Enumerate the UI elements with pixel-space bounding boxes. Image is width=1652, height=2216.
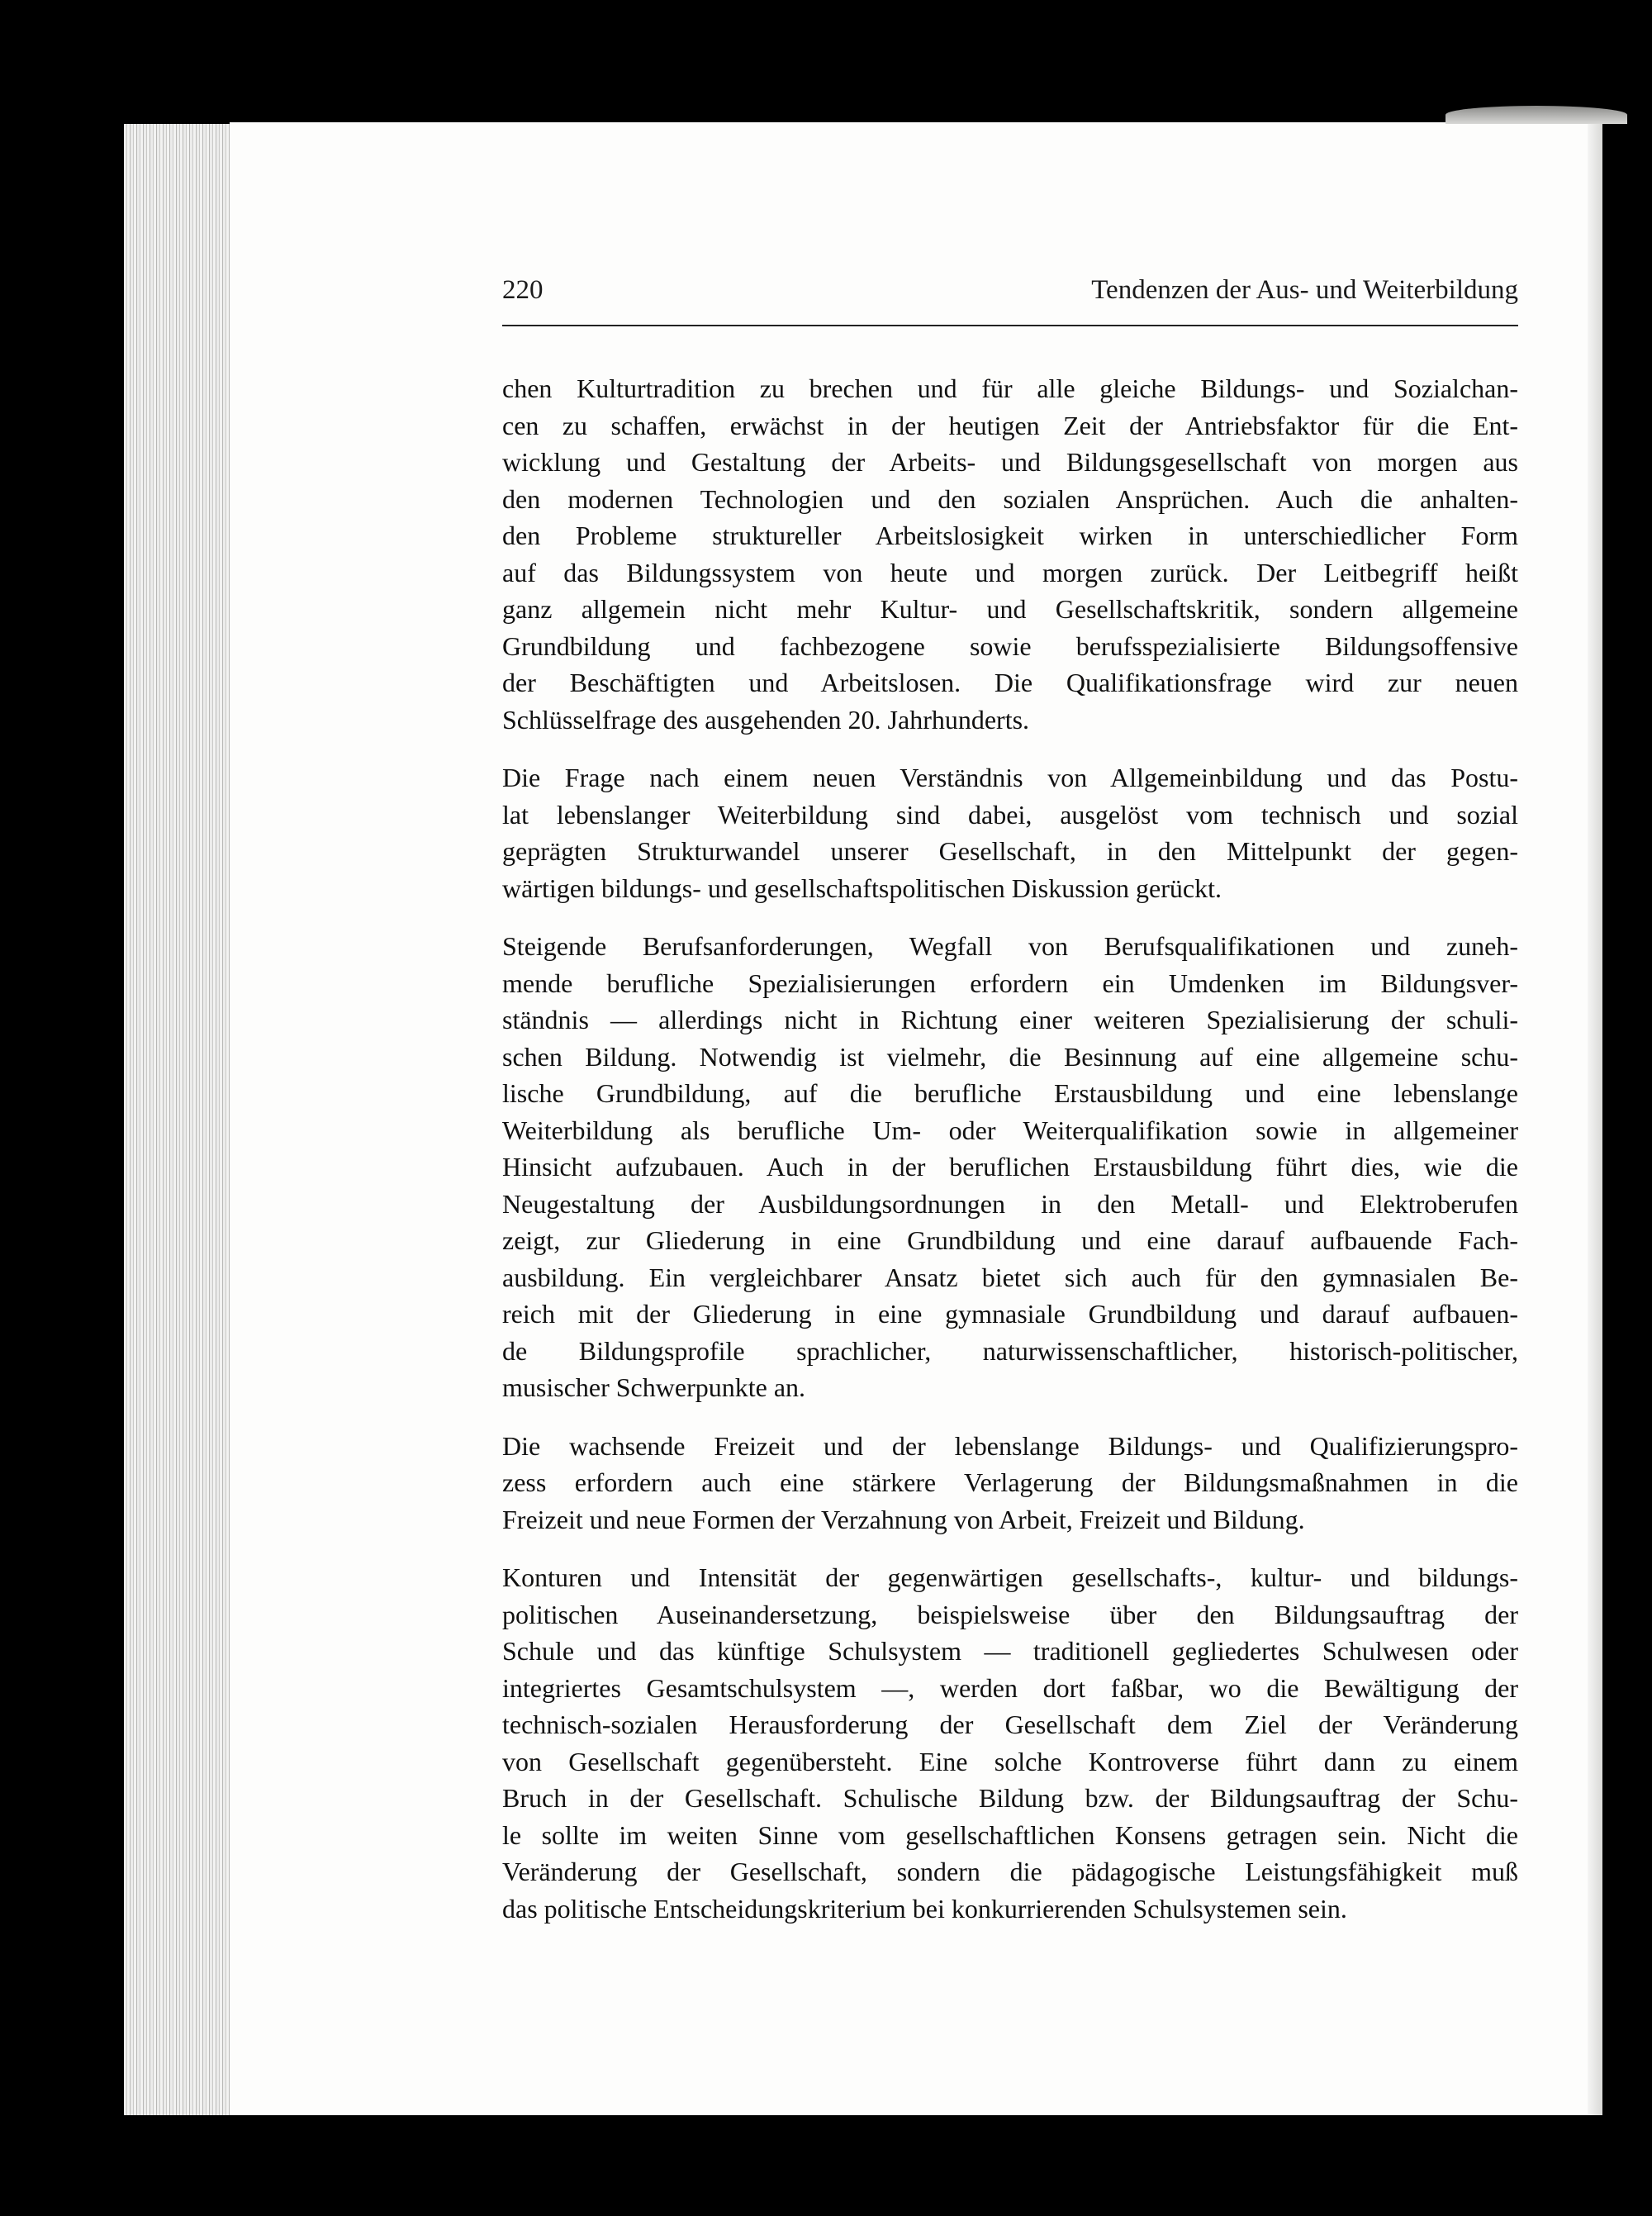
page-number: 220 — [502, 275, 544, 305]
paragraph — [502, 1428, 1518, 1538]
paragraph — [502, 1559, 1518, 1927]
text-line: ständnis — allerdings nicht in Richtung einer weiteren Spezialisierung der schuli- — [502, 1005, 1518, 1034]
page-top-curl — [1446, 106, 1627, 124]
text-line: Steigende Berufsanforderungen, Wegfall von Berufsqualifikationen und zuneh- — [502, 931, 1518, 961]
text-line: geprägten Strukturwandel unserer Gesellschaft, in den Mittelpunkt der gegen- — [502, 836, 1518, 866]
text-line: lische Grundbildung, auf die berufliche Erstausbildung und eine lebenslange — [502, 1078, 1518, 1108]
text-line: Neugestaltung der Ausbildungsordnungen in den Metall- und Elektroberufen — [502, 1188, 1518, 1219]
text-line: wärtigen bildungs- und gesellschaftspolitischen Diskussion gerückt. — [502, 873, 1222, 903]
text-line: cen zu schaffen, erwächst in der heutigen Zeit der Antriebsfaktor für die Ent- — [502, 410, 1518, 440]
text-line: reich mit der Gliederung in eine gymnasiale Grundbildung und darauf aufbauen- — [502, 1299, 1518, 1329]
text-line: Schule und das künftige Schulsystem — traditionell gegliedertes Schulwesen oder — [502, 1636, 1518, 1666]
running-head-title: Tendenzen der Aus- und Weiterbildung — [1091, 275, 1518, 305]
body-text — [502, 370, 1518, 1948]
text-line: das politische Entscheidungskriterium bei konkurrierenden Schulsystemen sein. — [502, 1893, 1347, 1924]
text-line: de Bildungsprofile sprachlicher, naturwissenschaftlicher, historisch-politischer, — [502, 1335, 1518, 1366]
text-line: Bruch in der Gesellschaft. Schulische Bildung bzw. der Bildungsauftrag der Schu- — [502, 1783, 1518, 1813]
text-line: zeigt, zur Gliederung in eine Grundbildung und eine darauf aufbauende Fach- — [502, 1225, 1518, 1255]
text-line: Freizeit und neue Formen der Verzahnung von Arbeit, Freizeit und Bildung. — [502, 1504, 1305, 1534]
paragraph — [502, 370, 1518, 738]
paragraph — [502, 759, 1518, 906]
text-line: lat lebenslanger Weiterbildung sind dabei, ausgelöst vom technisch und sozial — [502, 799, 1518, 830]
text-line: von Gesellschaft gegenübersteht. Eine solche Kontroverse führt dann zu einem — [502, 1746, 1518, 1776]
text-line: zess erfordern auch eine stärkere Verlagerung der Bildungsmaßnahmen in die — [502, 1467, 1518, 1497]
text-line: Grundbildung und fachbezogene sowie berufsspezialisierte Bildungsoffensive — [502, 630, 1518, 661]
text-line: Veränderung der Gesellschaft, sondern die pädagogische Leistungsfähigkeit muß — [502, 1857, 1518, 1886]
text-line: mende berufliche Spezialisierungen erfordern ein Umdenken im Bildungsver- — [502, 968, 1518, 998]
text-line: musischer Schwerpunkte an. — [502, 1372, 806, 1402]
text-line: ganz allgemein nicht mehr Kultur- und Gesellschaftskritik, sondern allgemeine — [502, 594, 1518, 624]
text-line: auf das Bildungssystem von heute und morgen zurück. Der Leitbegriff heißt — [502, 557, 1518, 587]
text-line: den modernen Technologien und den sozialen Ansprüchen. Auch die anhalten- — [502, 483, 1518, 514]
paragraph — [502, 928, 1518, 1406]
running-head — [502, 275, 1518, 316]
text-line: Hinsicht aufzubauen. Auch in der beruflichen Erstausbildung führt dies, wie die — [502, 1152, 1518, 1182]
page-right-edge — [1588, 116, 1602, 2115]
text-line: technisch-sozialen Herausforderung der Gesellschaft dem Ziel der Veränderung — [502, 1710, 1518, 1739]
text-line: Schlüsselfrage des ausgehenden 20. Jahrhunderts. — [502, 704, 1030, 735]
text-line: Die wachsende Freizeit und der lebenslange Bildungs- und Qualifizierungspro- — [502, 1430, 1518, 1461]
text-line: politischen Auseinandersetzung, beispielsweise über den Bildungsauftrag der — [502, 1599, 1518, 1629]
text-line: ausbildung. Ein vergleichbarer Ansatz bietet sich auch für den gymnasialen Be- — [502, 1262, 1518, 1292]
text-line: integriertes Gesamtschulsystem —, werden dort faßbar, wo die Bewältigung der — [502, 1672, 1518, 1703]
text-line: den Probleme struktureller Arbeitslosigkeit wirken in unterschiedlicher Form — [502, 521, 1518, 550]
text-line: Die Frage nach einem neuen Verständnis von Allgemeinbildung und das Postu- — [502, 763, 1518, 792]
text-line: chen Kulturtradition zu brechen und für alle gleiche Bildungs- und Sozialchan- — [502, 373, 1518, 403]
text-line: schen Bildung. Notwendig ist vielmehr, die Besinnung auf eine allgemeine schu- — [502, 1041, 1518, 1072]
text-line: der Beschäftigten und Arbeitslosen. Die Qualifikationsfrage wird zur neuen — [502, 668, 1518, 697]
header-rule — [502, 325, 1518, 326]
page-block-edges — [124, 124, 231, 2115]
text-line: le sollte im weiten Sinne vom gesellschaftlichen Konsens getragen sein. Nicht die — [502, 1819, 1518, 1850]
text-line: Weiterbildung als berufliche Um- oder Weiterqualifikation sowie in allgemeiner — [502, 1115, 1518, 1145]
text-line: Konturen und Intensität der gegenwärtigen gesellschafts-, kultur- und bildungs- — [502, 1562, 1518, 1592]
text-line: wicklung und Gestaltung der Arbeits- und Bildungsgesellschaft von morgen aus — [502, 447, 1518, 477]
